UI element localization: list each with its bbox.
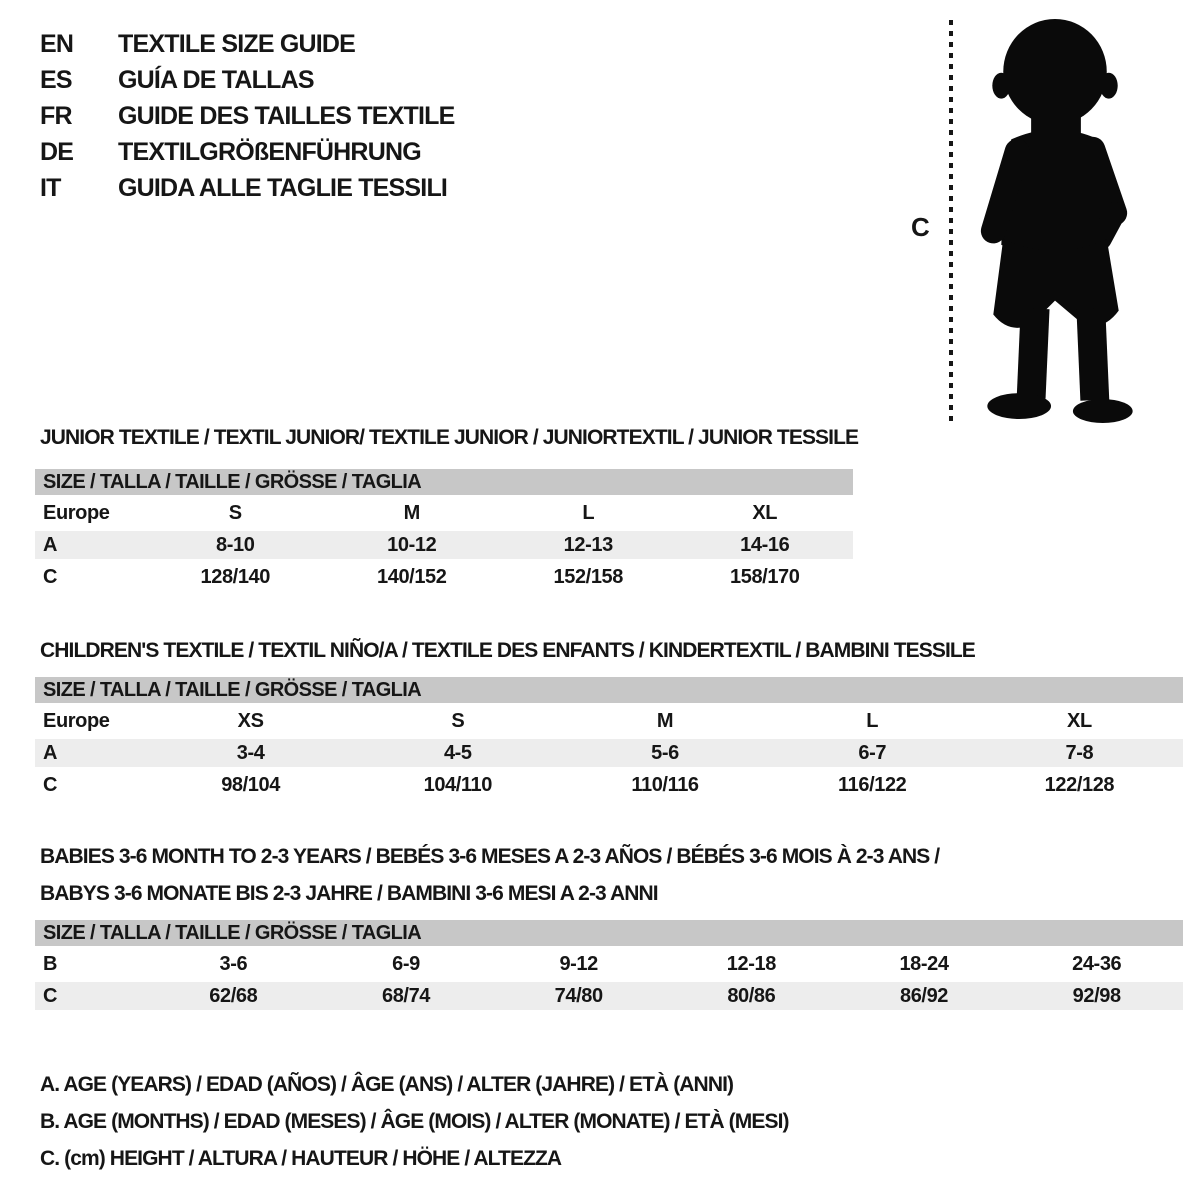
- size-cell: 62/68: [209, 984, 258, 1007]
- row-label-cell: C: [43, 773, 58, 796]
- children-size-table: [35, 677, 1183, 801]
- language-row: [40, 26, 455, 62]
- toddler-silhouette-icon: [967, 14, 1147, 427]
- size-cell: L: [866, 709, 879, 732]
- size-cell: XS: [237, 709, 264, 732]
- size-cell: 3-4: [236, 741, 265, 764]
- size-cell: 128/140: [200, 565, 270, 588]
- language-name: GUIDE DES TAILLES TEXTILE: [118, 101, 455, 130]
- legend-line: B. AGE (MONTHS) / EDAD (MESES) / ÂGE (MOIS) / ALTER (MONATE) / ETÀ (MESI): [40, 1110, 789, 1133]
- table-row: [35, 561, 853, 593]
- language-code: FR: [40, 101, 72, 130]
- section-title: JUNIOR TEXTILE / TEXTIL JUNIOR/ TEXTILE JUNIOR / JUNIORTEXTIL / JUNIOR TESSILE: [40, 426, 859, 449]
- size-cell: 86/92: [899, 984, 949, 1007]
- size-cell: 74/80: [554, 984, 603, 1007]
- size-cell: 92/98: [1072, 984, 1121, 1007]
- language-row: [40, 134, 455, 170]
- row-label-cell: B: [43, 952, 58, 975]
- table-row: [35, 737, 1183, 769]
- toddler-figure: [905, 12, 1165, 428]
- section-title-group: [35, 846, 1183, 905]
- section-children-textile: [35, 640, 1183, 801]
- table-header-band: SIZE / TALLA / TAILLE / GRÖSSE / TAGLIA: [35, 469, 853, 497]
- size-cell: 7-8: [1065, 741, 1094, 764]
- size-cell: 10-12: [387, 533, 437, 556]
- size-cell: 6-9: [392, 952, 420, 975]
- size-cell: 68/74: [381, 984, 431, 1007]
- size-cell: 122/128: [1044, 773, 1115, 796]
- language-name: GUIDA ALLE TAGLIE TESSILI: [118, 173, 448, 202]
- language-name: TEXTILGRÖßENFÜHRUNG: [118, 137, 421, 166]
- section-title: BABYS 3-6 MONATE BIS 2-3 JAHRE / BAMBINI 3-6 MESI A 2-3 ANNI: [40, 882, 658, 905]
- legend-line: C. (cm) HEIGHT / ALTURA / HAUTEUR / HÖHE / ALTEZZA: [40, 1147, 562, 1170]
- babies-size-table: [35, 920, 1183, 1012]
- table-row: [35, 705, 1183, 737]
- size-cell: L: [582, 501, 595, 524]
- row-label-cell: Europe: [43, 709, 110, 732]
- section-title-group: [35, 426, 859, 449]
- language-code: ES: [40, 65, 72, 94]
- size-cell: 104/110: [423, 773, 492, 796]
- table-header-band: SIZE / TALLA / TAILLE / GRÖSSE / TAGLIA: [35, 677, 1183, 705]
- height-measure-label: C: [911, 212, 930, 242]
- table-row: [35, 948, 1183, 980]
- language-row: [40, 62, 455, 98]
- language-code: EN: [40, 29, 74, 58]
- size-cell: M: [403, 501, 420, 524]
- table-row: [35, 980, 1183, 1012]
- table-header-band: SIZE / TALLA / TAILLE / GRÖSSE / TAGLIA: [35, 920, 1183, 948]
- size-cell: 18-24: [899, 952, 949, 975]
- table-row: [35, 497, 853, 529]
- size-cell: 6-7: [858, 741, 887, 764]
- language-row: [40, 170, 455, 206]
- size-cell: M: [656, 709, 674, 732]
- table-row: [35, 769, 1183, 801]
- size-cell: 12-18: [726, 952, 776, 975]
- height-dashed-line: [949, 20, 953, 424]
- size-cell: 110/116: [631, 773, 699, 796]
- language-row: [40, 98, 455, 134]
- size-cell: 9-12: [559, 952, 598, 975]
- row-label-cell: A: [43, 741, 58, 764]
- size-cell: 5-6: [651, 741, 679, 764]
- table-row: [35, 529, 853, 561]
- row-label-cell: A: [43, 533, 58, 556]
- size-cell: 14-16: [740, 533, 790, 556]
- size-cell: 116/122: [838, 773, 907, 796]
- section-babies-textile: [35, 846, 1183, 1012]
- size-cell: 3-6: [219, 952, 248, 975]
- size-cell: 80/86: [727, 984, 776, 1007]
- measurement-legend: [40, 1074, 789, 1185]
- size-cell: 24-36: [1072, 952, 1122, 975]
- row-label-cell: C: [43, 565, 58, 588]
- section-title: CHILDREN'S TEXTILE / TEXTIL NIÑO/A / TEXTILE DES ENFANTS / KINDERTEXTIL / BAMBINI TESSILE: [40, 639, 975, 662]
- size-cell: 8-10: [216, 533, 255, 556]
- size-cell: 152/158: [553, 565, 623, 588]
- size-cell: 12-13: [563, 533, 613, 556]
- language-code: IT: [40, 173, 61, 202]
- size-cell: 158/170: [730, 565, 800, 588]
- row-label-cell: C: [43, 984, 58, 1007]
- legend-line: A. AGE (YEARS) / EDAD (AÑOS) / ÂGE (ANS) / ALTER (JAHRE) / ETÀ (ANNI): [40, 1073, 734, 1096]
- size-cell: 140/152: [377, 565, 447, 588]
- size-cell: XL: [1067, 709, 1092, 732]
- size-cell: XL: [752, 501, 778, 524]
- language-code: DE: [40, 137, 74, 166]
- size-cell: 98/104: [221, 773, 280, 796]
- size-cell: S: [228, 501, 242, 524]
- section-junior-textile: [35, 426, 859, 593]
- size-cell: S: [451, 709, 465, 732]
- section-title-group: [35, 640, 1183, 662]
- junior-size-table: [35, 469, 853, 593]
- language-name: GUÍA DE TALLAS: [118, 65, 314, 94]
- size-cell: 4-5: [443, 741, 472, 764]
- row-label-cell: Europe: [43, 501, 110, 524]
- language-title-list: [40, 26, 455, 206]
- language-name: TEXTILE SIZE GUIDE: [118, 29, 356, 58]
- section-title: BABIES 3-6 MONTH TO 2-3 YEARS / BEBÉS 3-6 MESES A 2-3 AÑOS / BÉBÉS 3-6 MOIS À 2-3 ANS /: [40, 845, 940, 868]
